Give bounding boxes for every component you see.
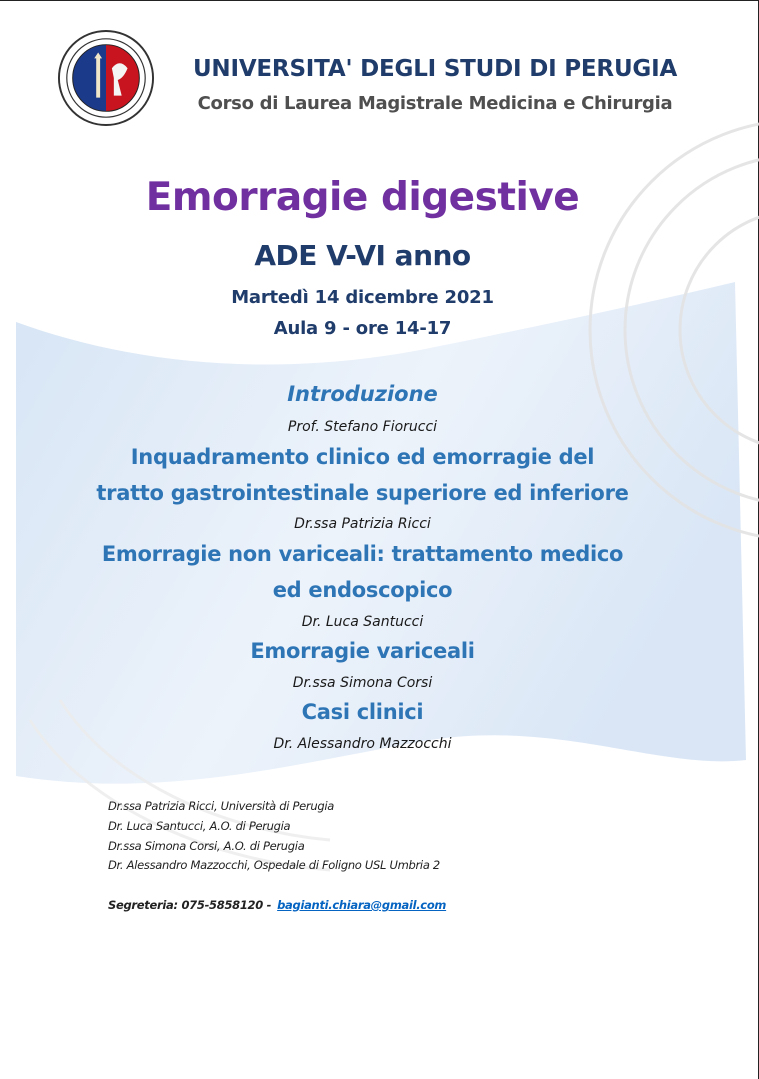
program-topic-line: Emorragie non variceali: trattamento medico <box>101 542 624 566</box>
program-topic-line: Inquadramento clinico ed emorragie del <box>130 445 595 469</box>
program-speaker: Dr.ssa Simona Corsi <box>292 675 433 691</box>
event-title: Emorragie digestive <box>145 175 580 220</box>
program-speaker: Dr. Alessandro Mazzocchi <box>273 736 452 752</box>
university-seal-logo <box>57 29 155 127</box>
event-date: Martedì 14 dicembre 2021 <box>231 287 494 308</box>
secretariat-label: Segreteria: 075-5858120 - <box>108 898 272 912</box>
program-speaker: Dr.ssa Patrizia Ricci <box>294 516 431 532</box>
event-subtitle: ADE V-VI anno <box>254 239 471 272</box>
secretariat-line <box>108 898 446 912</box>
affiliation-item: Dr.ssa Simona Corsi, A.O. di Perugia <box>108 839 305 853</box>
program-speaker: Prof. Stefano Fiorucci <box>287 419 438 435</box>
event-place-time: Aula 9 - ore 14-17 <box>273 318 452 339</box>
university-name: UNIVERSITA' DEGLI STUDI DI PERUGIA <box>192 56 678 82</box>
program-speaker: Dr. Luca Santucci <box>301 614 424 630</box>
affiliation-item: Dr. Alessandro Mazzocchi, Ospedale di Foligno USL Umbria 2 <box>108 858 440 872</box>
program-topic-line: ed endoscopico <box>272 578 453 602</box>
program-topic: Emorragie variceali <box>250 639 475 663</box>
program-topic: Casi clinici <box>301 700 424 724</box>
affiliation-item: Dr. Luca Santucci, A.O. di Perugia <box>108 819 291 833</box>
secretariat-email-link[interactable]: bagianti.chiara@gmail.com <box>277 898 447 912</box>
program-topic-line: tratto gastrointestinale superiore ed inferiore <box>96 481 629 505</box>
affiliation-item: Dr.ssa Patrizia Ricci, Università di Perugia <box>108 799 334 813</box>
course-name: Corso di Laurea Magistrale Medicina e Chirurgia <box>197 93 673 114</box>
program-topic-introduzione: Introduzione <box>287 382 438 406</box>
